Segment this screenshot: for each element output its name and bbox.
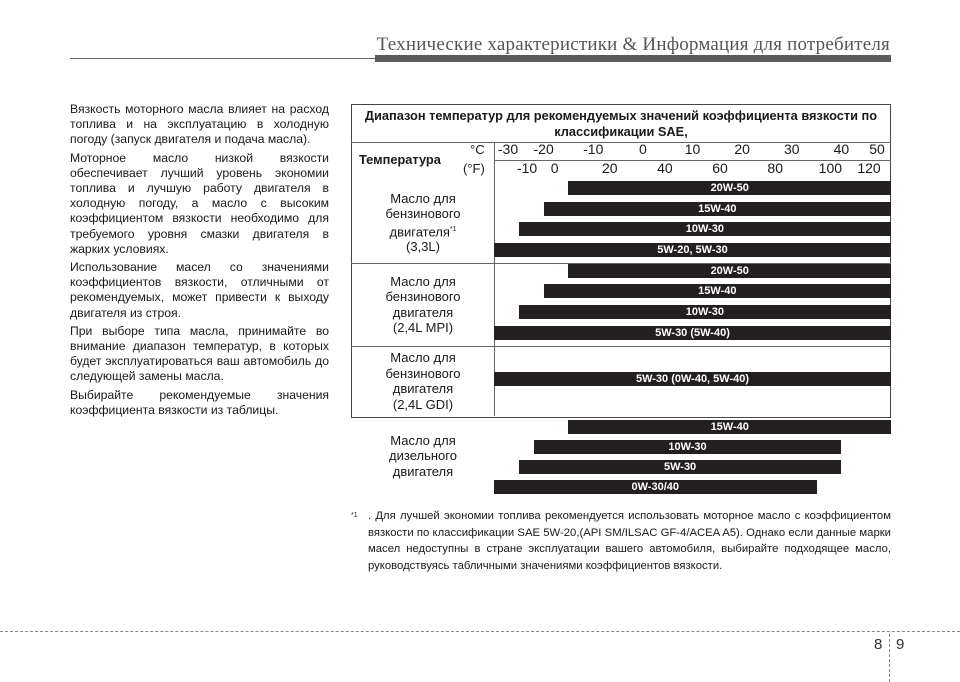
tick-label-f: 40	[657, 160, 673, 176]
viscosity-bar: 5W-30	[519, 460, 842, 474]
group-divider	[351, 346, 891, 347]
page-number-separator	[889, 634, 890, 682]
page-header-title: Технические характеристики & Информация для потребителя	[376, 34, 890, 55]
tick-label-c: 0	[638, 141, 647, 157]
paragraph: Выбирайте рекомендуемые значения коэффициента вязкости из таблицы.	[70, 387, 329, 417]
tick-label-f: 100	[818, 160, 843, 176]
divider	[351, 142, 891, 143]
tick-label-c: 50	[869, 141, 885, 157]
row-label-text: Масло для бензинового двигателя	[385, 273, 461, 320]
row-label	[368, 191, 478, 255]
row-label-sup: *1	[449, 225, 457, 233]
unit-fahrenheit: (°F)	[463, 161, 485, 176]
tick-label-f: 60	[712, 160, 728, 176]
tick-label-c: -30	[497, 141, 519, 157]
row-label-text: Масло для дизельного двигателя	[389, 432, 457, 479]
viscosity-bar: 15W-40	[568, 420, 891, 434]
temperature-header: Температура	[359, 152, 441, 167]
viscosity-bar: 20W-50	[568, 264, 891, 278]
chart-title: Диапазон температур для рекомендуемых значений коэффициента вязкости по классификации SAE,	[364, 108, 878, 139]
page-divider	[0, 631, 960, 632]
paragraph: Использование масел со значениями коэффициентов вязкости, отличными от рекомендуемых, может привести к выходу двигателя из строя.	[70, 260, 329, 320]
row-label-engine: (3,3L)	[406, 239, 440, 255]
tick-label-c: 30	[783, 141, 800, 157]
tick-label-f: 120	[857, 160, 881, 176]
tick-label-c: 10	[684, 141, 701, 157]
viscosity-chart-table	[351, 104, 891, 496]
viscosity-bar: 15W-40	[544, 284, 891, 298]
header-rule-thick	[375, 55, 891, 62]
viscosity-bar: 10W-30	[534, 440, 842, 454]
tick-label-f: -10	[516, 160, 538, 176]
viscosity-bar: 0W-30/40	[494, 480, 817, 494]
footnote	[351, 508, 891, 574]
viscosity-bar: 20W-50	[568, 181, 891, 195]
page-number-left: 8	[874, 636, 883, 653]
tick-label-c: -10	[583, 141, 604, 157]
row-label-engine: (2,4L GDI)	[392, 396, 454, 412]
tick-label-f: 80	[767, 160, 783, 176]
tick-label-f: 20	[601, 160, 618, 176]
row-label	[368, 274, 478, 336]
footnote-mark: *1	[351, 512, 358, 519]
viscosity-bar: 15W-40	[544, 202, 891, 216]
viscosity-bar: 5W-30 (0W-40, 5W-40)	[494, 372, 891, 386]
viscosity-bar: 5W-30 (5W-40)	[494, 326, 891, 340]
tick-label-f: 0	[550, 160, 559, 176]
tick-label-c: -20	[533, 141, 554, 157]
row-label	[368, 433, 478, 480]
footnote-text: . Для лучшей экономии топлива рекомендуется использовать моторное масло с коэффициентом вязкости по классификации SAE 5W-20,(API SM/ILSAC GF-4/ACEA A5). Однако если данные марки масел недоступны в стране эксплуатации вашего автомобиля, выбирайте подходящее масло, руководствуясь табличными значениями коэффициентов вязкости.	[368, 510, 891, 572]
row-label-text: Масло для бензинового двигателя	[385, 190, 461, 239]
unit-celsius: °C	[470, 142, 485, 157]
row-label	[368, 350, 478, 412]
viscosity-bar: 10W-30	[519, 222, 891, 236]
tick-label-c: 20	[734, 141, 750, 157]
row-label-engine: (2,4L MPI)	[392, 320, 454, 335]
viscosity-bar: 10W-30	[519, 305, 891, 319]
page-number-right: 9	[896, 636, 905, 653]
viscosity-bar: 5W-20, 5W-30	[494, 243, 891, 257]
tick-label-c: 40	[833, 141, 850, 157]
paragraph: Вязкость моторного масла влияет на расход топлива и на эксплуатацию в холодную погоду (запуск двигателя и подача масла).	[70, 102, 329, 147]
paragraph: При выборе типа масла, принимайте во внимание диапазон температур, в которых будет эксплуатироваться ваш автомобиль до следующей замены масла.	[70, 323, 329, 384]
paragraph: Моторное масло низкой вязкости обеспечивает лучший уровень экономии топлива и лучшую работу двигателя в холодную погоду, а масло с высоким коэффициентом вязкости необходимо для требуемого уровня смазки двигателя в жарких условиях.	[70, 150, 329, 256]
header-rule-thin	[70, 58, 375, 59]
body-text	[70, 102, 329, 421]
row-label-text: Масло для бензинового двигателя	[385, 350, 461, 396]
